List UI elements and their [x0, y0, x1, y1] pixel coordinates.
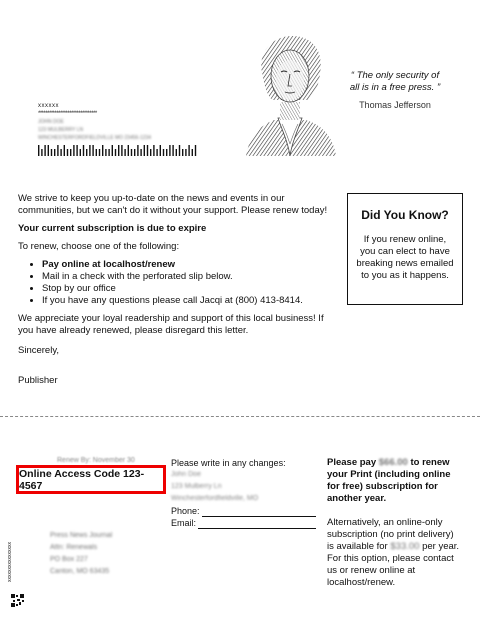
barcode-bar	[89, 145, 90, 156]
perforation-line	[0, 416, 480, 417]
barcode-bar	[96, 149, 97, 156]
phone-write-line[interactable]	[202, 507, 316, 517]
barcode-bar	[179, 145, 180, 156]
barcode-bar	[92, 145, 93, 156]
barcode-bar	[185, 149, 186, 156]
letter-body	[18, 193, 334, 393]
barcode-bar	[163, 149, 164, 156]
print-price: $66.00	[378, 457, 408, 468]
phone-field[interactable]	[171, 505, 316, 517]
vertical-code-text: xxxxxxxxxxxxxxxx	[7, 542, 13, 582]
qr-code-icon	[11, 594, 24, 607]
barcode-bar	[115, 149, 116, 156]
address-changes-form	[171, 457, 316, 529]
letter-intro: We strive to keep you up-to-date on the news and events in our communities, but we can't do it without your support. Please renew today!	[18, 193, 328, 216]
barcode-bar	[60, 149, 61, 156]
postal-barcode	[38, 145, 200, 156]
barcode-bar	[70, 149, 71, 156]
quote-author: Thomas Jefferson	[359, 100, 431, 110]
barcode-bar	[147, 145, 148, 156]
barcode-bar	[182, 149, 183, 156]
barcode-bar	[153, 145, 154, 156]
quote-line-1: “ The only security of	[350, 70, 440, 81]
pay-prefix: Please pay	[327, 457, 379, 468]
changes-city: Winchesterfordfieldville, MO	[171, 495, 259, 502]
barcode-bar	[41, 149, 42, 156]
option-call: • If you have any questions please call Jacqi at (800) 413-8414.	[42, 295, 334, 307]
option-pay-online: • Pay online at localhost/renew	[42, 259, 334, 271]
barcode-bar	[166, 149, 167, 156]
barcode-bar	[51, 149, 52, 156]
barcode-bar	[105, 149, 106, 156]
jefferson-quote	[335, 70, 455, 94]
barcode-bar	[67, 149, 68, 156]
return-address-line-2: Attn: Renewals	[50, 544, 98, 551]
barcode-bar	[140, 149, 141, 156]
option-stop-by: • Stop by our office	[42, 283, 334, 295]
email-field[interactable]	[171, 517, 316, 529]
barcode-bar	[169, 145, 170, 156]
barcode-bar	[134, 149, 135, 156]
alt-suffix: per year. For this option, please contact us or renew online at localhost/renew.	[327, 541, 460, 588]
jefferson-portrait-image	[244, 32, 336, 156]
barcode-bar	[38, 145, 39, 156]
barcode-bar	[150, 149, 151, 156]
recipient-name: JOHN DOE	[38, 119, 64, 125]
phone-label: Phone:	[171, 506, 200, 516]
barcode-bar	[83, 145, 84, 156]
barcode-bar	[176, 149, 177, 156]
barcode-bar	[188, 145, 189, 156]
online-only-text	[327, 517, 463, 589]
barcode-bar	[144, 145, 145, 156]
did-you-know-title: Did You Know?	[361, 208, 449, 222]
barcode-bar	[57, 145, 58, 156]
barcode-bar	[108, 149, 109, 156]
barcode-bar	[121, 145, 122, 156]
barcode-bar	[102, 145, 103, 156]
quote-line-2: all is in a free press. ”	[349, 82, 441, 93]
barcode-bar	[86, 149, 87, 156]
renew-options-list	[18, 259, 334, 307]
changes-name: John Doe	[171, 471, 201, 478]
barcode-bar	[195, 145, 196, 156]
barcode-bar	[172, 145, 173, 156]
barcode-bar	[128, 145, 129, 156]
option-mail-check: • Mail in a check with the perforated slip below.	[42, 271, 334, 283]
barcode-bar	[54, 149, 55, 156]
vertical-tracking-code	[4, 522, 14, 582]
barcode-bar	[80, 149, 81, 156]
barcode-bar	[192, 149, 193, 156]
expiry-heading: Your current subscription is due to expire	[18, 223, 207, 234]
return-address-line-4: Canton, MO 63435	[50, 568, 110, 575]
recipient-street: 123 MULBERRY LN	[38, 127, 84, 133]
barcode-bar	[48, 145, 49, 156]
barcode-bar	[118, 145, 119, 156]
barcode-bar	[160, 145, 161, 156]
barcode-bar	[156, 149, 157, 156]
renew-instructions: To renew, choose one of the following:	[18, 241, 180, 252]
letter-appreciation: We appreciate your loyal readership and support of this local business! If you have already renewed, please disregard this letter.	[18, 313, 324, 336]
online-access-code-text: Online Access Code 123-4567	[19, 467, 145, 492]
barcode-bar	[76, 145, 77, 156]
renew-by-date: Renew By: November 30	[57, 457, 135, 464]
barcode-bar	[124, 149, 125, 156]
changes-label: Please write in any changes:	[171, 458, 286, 468]
barcode-bar	[64, 145, 65, 156]
recipient-city: WINCHESTERFORDFIELDVILLE MO 23456-1234	[38, 135, 152, 141]
return-address-line-3: PO Box 227	[50, 556, 88, 563]
letter-closing: Sincerely,	[18, 345, 60, 356]
barcode-bar	[137, 145, 138, 156]
pay-suffix: to renew your Print (including online for free) subscription for another year.	[327, 457, 451, 504]
barcode-bar	[44, 145, 45, 156]
address-stars: ********************************	[38, 111, 97, 117]
did-you-know-text: If you renew online, you can elect to have breaking news emailed to you as it happens.	[356, 234, 454, 281]
barcode-bar	[131, 149, 132, 156]
online-price: $33.00	[390, 541, 420, 552]
alt-prefix: Alternatively, an online-only subscription (no print delivery) is available for	[327, 517, 454, 552]
payment-instructions	[327, 457, 463, 589]
return-address-line-1: Press News Journal	[50, 532, 113, 539]
letter-signer: Publisher	[18, 375, 58, 386]
email-label: Email:	[171, 518, 197, 528]
account-code: xxxxxx	[38, 103, 59, 109]
online-access-code	[16, 465, 166, 494]
barcode-bar	[112, 145, 113, 156]
changes-street: 123 Mulberry Ln	[171, 483, 222, 490]
email-write-line[interactable]	[198, 519, 316, 529]
barcode-bar	[99, 149, 100, 156]
print-renewal-text	[327, 457, 463, 505]
did-you-know-box	[347, 193, 463, 305]
barcode-bar	[73, 145, 74, 156]
